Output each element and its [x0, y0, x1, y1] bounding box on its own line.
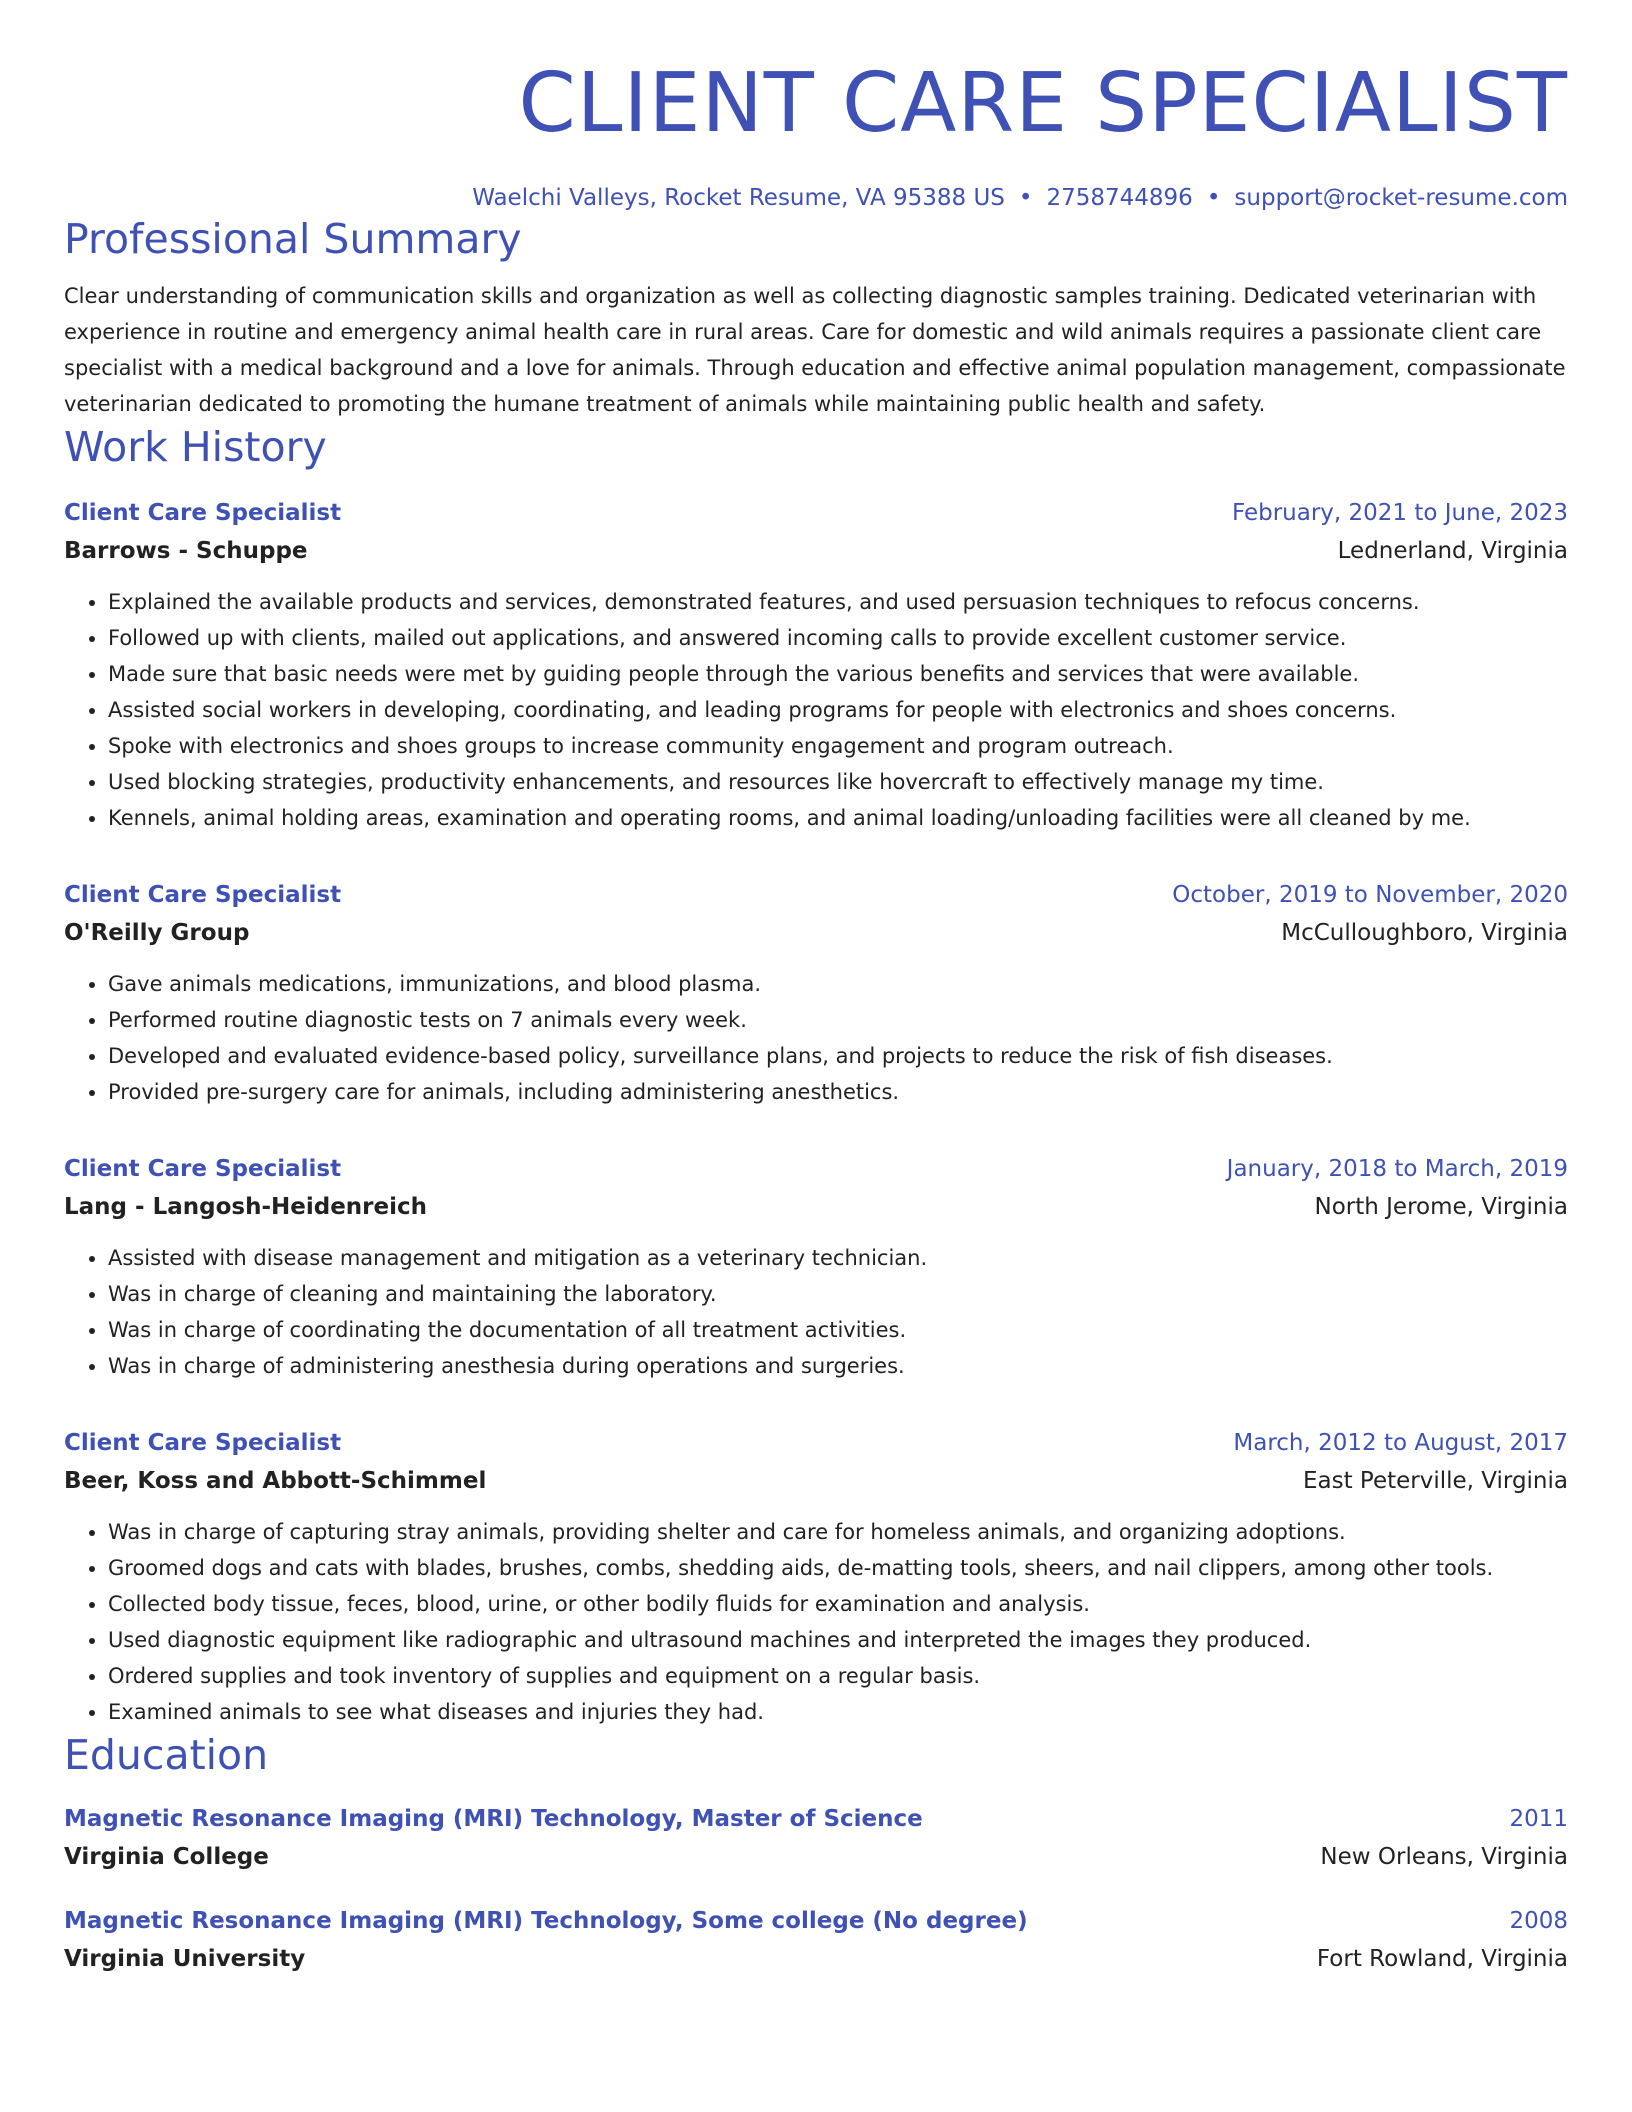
- education-location: New Orleans, Virginia: [1320, 1844, 1568, 1870]
- job-entry: [64, 876, 1568, 1110]
- job-company: Barrows - Schuppe: [64, 538, 308, 564]
- list-item: • Assisted social workers in developing, coordinating, and leading programs for people with electronics and shoes concerns.: [108, 692, 1568, 728]
- job-dates: January, 2018 to March, 2019: [1226, 1156, 1568, 1182]
- job-role: Client Care Specialist: [64, 1156, 342, 1182]
- job-header-row: [64, 876, 1568, 914]
- list-item: • Was in charge of coordinating the documentation of all treatment activities.: [108, 1312, 1568, 1348]
- address: Waelchi Valleys, Rocket Resume, VA 95388 US: [472, 185, 1005, 211]
- job-role: Client Care Specialist: [64, 882, 342, 908]
- job-company-row: [64, 1462, 1568, 1500]
- education-school: Virginia College: [64, 1844, 269, 1870]
- job-dates: February, 2021 to June, 2023: [1231, 500, 1568, 526]
- list-item: • Ordered supplies and took inventory of supplies and equipment on a regular basis.: [108, 1658, 1568, 1694]
- job-header-row: [64, 1150, 1568, 1188]
- job-role: Client Care Specialist: [64, 500, 342, 526]
- list-item: • Made sure that basic needs were met by guiding people through the various benefits and services that were available.: [108, 656, 1568, 692]
- list-item: • Was in charge of capturing stray animals, providing shelter and care for homeless animals, and organizing adoptions.: [108, 1514, 1568, 1550]
- education-degree: Magnetic Resonance Imaging (MRI) Technology, Some college (No degree): [64, 1908, 1028, 1934]
- list-item: • Groomed dogs and cats with blades, brushes, combs, shedding aids, de-matting tools, sheers, and nail clippers, among other tools.: [108, 1550, 1568, 1586]
- job-company-row: [64, 1188, 1568, 1226]
- phone: 2758744896: [1046, 185, 1193, 211]
- job-bullets: [64, 966, 1568, 1110]
- list-item: • Was in charge of cleaning and maintaining the laboratory.: [108, 1276, 1568, 1312]
- list-item: • Used blocking strategies, productivity enhancements, and resources like hovercraft to effectively manage my time.: [108, 764, 1568, 800]
- education-school-row: [64, 1940, 1568, 1978]
- job-company-row: [64, 532, 1568, 570]
- job-bullets: [64, 1514, 1568, 1730]
- page-title: CLIENT CARE SPECIALIST: [518, 56, 1568, 151]
- job-bullets: [64, 584, 1568, 836]
- summary-text: Clear understanding of communication skills and organization as well as collecting diagnostic samples training. Dedicated veterinarian with experience in routine and emergency animal health care in rural areas. Care for domestic and wild animals requires a passionate client care specialist with a medical background and a love for animals. Through education and effective animal population management, compassionate veterinarian dedicated to promoting the humane treatment of animals while maintaining public health and safety.: [64, 284, 1566, 416]
- job-company: Beer, Koss and Abbott-Schimmel: [64, 1468, 487, 1494]
- job-location: North Jerome, Virginia: [1314, 1194, 1568, 1220]
- list-item: • Assisted with disease management and mitigation as a veterinary technician.: [108, 1240, 1568, 1276]
- work-history-list: [64, 494, 1568, 1730]
- education-school-row: [64, 1838, 1568, 1876]
- job-location: East Peterville, Virginia: [1302, 1468, 1568, 1494]
- education-location: Fort Rowland, Virginia: [1316, 1946, 1568, 1972]
- separator-dot: •: [1206, 185, 1221, 211]
- education-header-row: [64, 1800, 1568, 1838]
- education-year: 2008: [1509, 1908, 1568, 1934]
- list-item: • Developed and evaluated evidence-based policy, surveillance plans, and projects to reduce the risk of fish diseases.: [108, 1038, 1568, 1074]
- job-header-row: [64, 1424, 1568, 1462]
- job-bullets: [64, 1240, 1568, 1384]
- list-item: • Examined animals to see what diseases and injuries they had.: [108, 1694, 1568, 1730]
- work-history-heading: Work History: [64, 423, 327, 471]
- job-entry: [64, 1424, 1568, 1730]
- job-header-row: [64, 494, 1568, 532]
- job-company: Lang - Langosh-Heidenreich: [64, 1194, 428, 1220]
- education-year: 2011: [1509, 1806, 1568, 1832]
- job-location: Lednerland, Virginia: [1337, 538, 1568, 564]
- education-heading: Education: [64, 1731, 269, 1779]
- education-header-row: [64, 1902, 1568, 1940]
- list-item: • Provided pre-surgery care for animals, including administering anesthetics.: [108, 1074, 1568, 1110]
- job-entry: [64, 494, 1568, 836]
- separator-dot: •: [1018, 185, 1033, 211]
- education-list: [64, 1800, 1568, 1978]
- job-dates: October, 2019 to November, 2020: [1172, 882, 1568, 908]
- job-company-row: [64, 914, 1568, 952]
- list-item: • Collected body tissue, feces, blood, urine, or other bodily fluids for examination and analysis.: [108, 1586, 1568, 1622]
- job-dates: March, 2012 to August, 2017: [1233, 1430, 1568, 1456]
- education-degree: Magnetic Resonance Imaging (MRI) Technology, Master of Science: [64, 1806, 923, 1832]
- list-item: • Explained the available products and services, demonstrated features, and used persuasion techniques to refocus concerns.: [108, 584, 1568, 620]
- list-item: • Followed up with clients, mailed out applications, and answered incoming calls to provide excellent customer service.: [108, 620, 1568, 656]
- education-school: Virginia University: [64, 1946, 306, 1972]
- email-link[interactable]: support@rocket-resume.com: [1234, 185, 1568, 211]
- summary-heading: Professional Summary: [64, 215, 522, 263]
- list-item: • Spoke with electronics and shoes groups to increase community engagement and program outreach.: [108, 728, 1568, 764]
- list-item: • Used diagnostic equipment like radiographic and ultrasound machines and interpreted the images they produced.: [108, 1622, 1568, 1658]
- job-company: O'Reilly Group: [64, 920, 250, 946]
- job-role: Client Care Specialist: [64, 1430, 342, 1456]
- education-entry: [64, 1902, 1568, 1978]
- job-entry: [64, 1150, 1568, 1384]
- job-location: McCulloughboro, Virginia: [1281, 920, 1568, 946]
- list-item: • Gave animals medications, immunizations, and blood plasma.: [108, 966, 1568, 1002]
- list-item: • Kennels, animal holding areas, examination and operating rooms, and animal loading/unloading facilities were all cleaned by me.: [108, 800, 1568, 836]
- contact-line: [64, 182, 1568, 214]
- list-item: • Was in charge of administering anesthesia during operations and surgeries.: [108, 1348, 1568, 1384]
- education-entry: [64, 1800, 1568, 1876]
- list-item: • Performed routine diagnostic tests on 7 animals every week.: [108, 1002, 1568, 1038]
